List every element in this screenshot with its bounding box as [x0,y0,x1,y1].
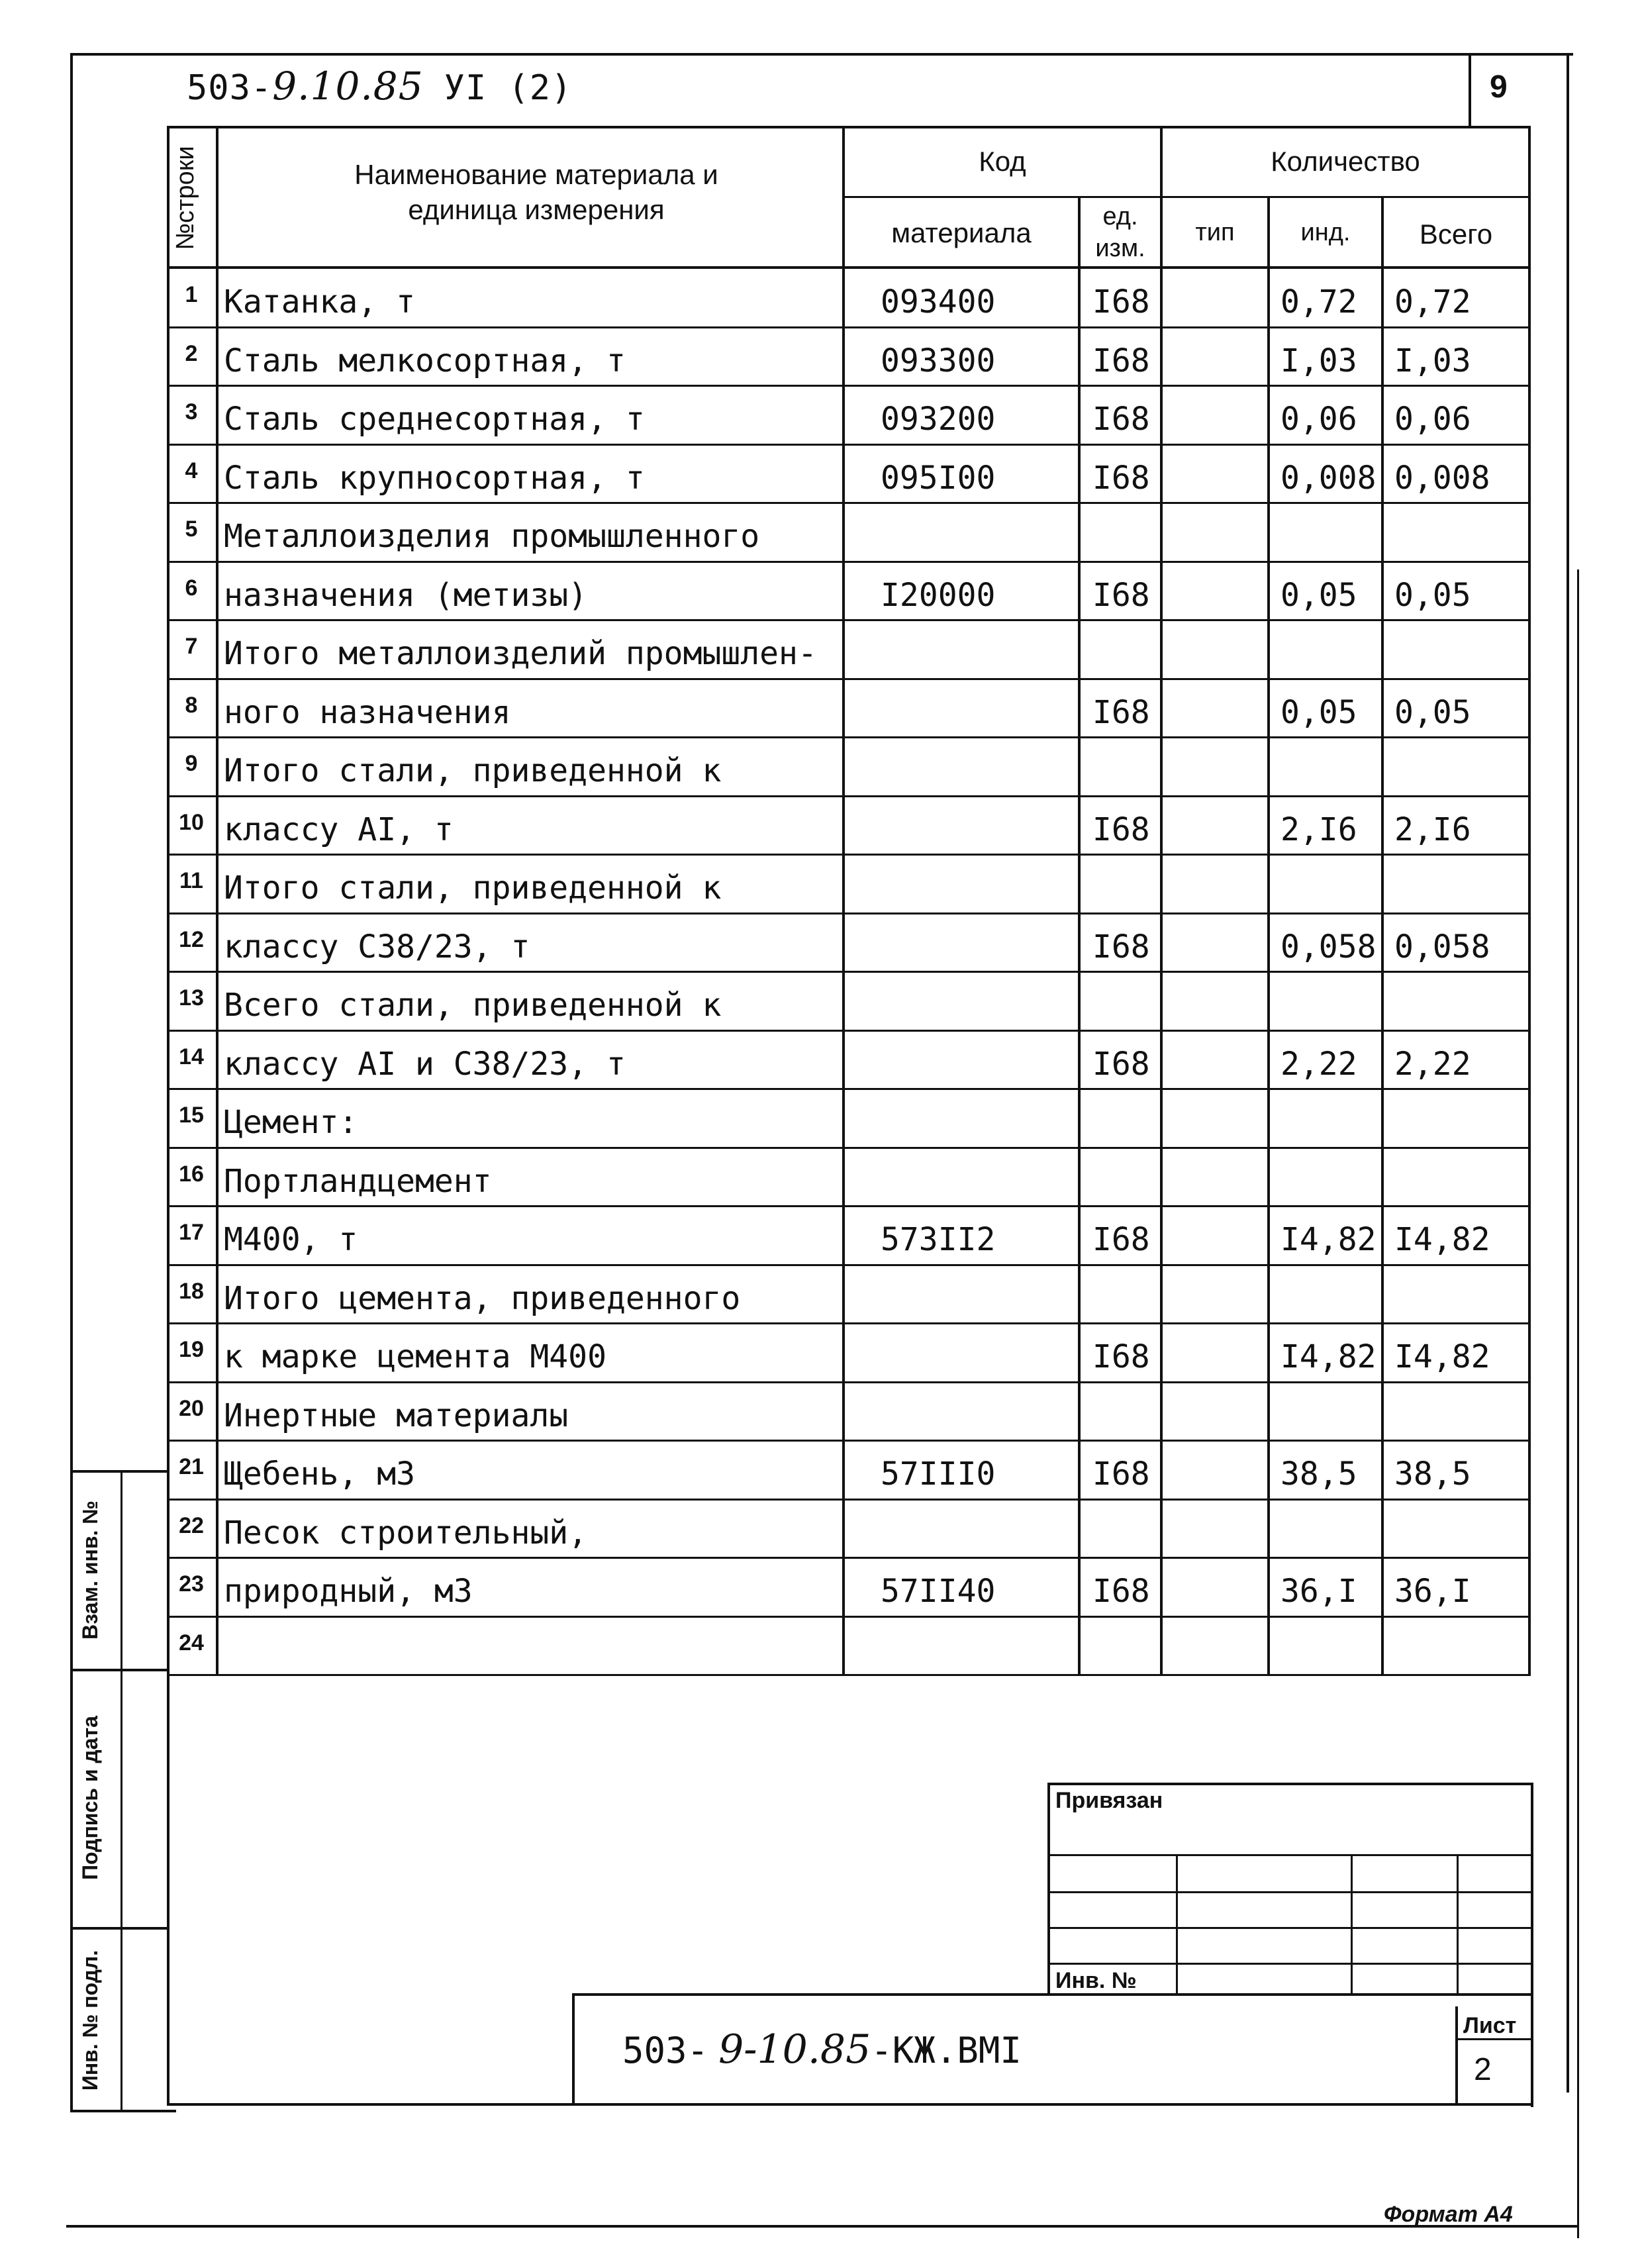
material-code: 095I00 [881,460,996,497]
row-number: 9 [185,751,198,776]
material-name: Цемент: [224,1104,358,1142]
qty-ind: I4,82 [1280,1221,1376,1259]
material-code: 573II2 [881,1221,996,1259]
material-code: 093300 [881,342,996,380]
material-name: Всего стали, приведенной к [224,987,722,1024]
col-line-unit [1160,126,1163,1675]
frame-right-line [1567,53,1569,2093]
col-line-name [842,126,845,1675]
document-code-handwritten: 9.10.85 [272,64,424,109]
material-name: классу АI и С38/23, т [224,1046,626,1083]
row-divider [167,444,1531,446]
qty-ind: 2,I6 [1280,811,1357,849]
qty-total: 2,22 [1394,1046,1471,1083]
row-number: 13 [179,985,204,1011]
qty-ind: 0,72 [1280,283,1357,321]
material-name: Итого металлоизделий промышлен- [224,635,817,673]
header-qty-type: тип [1195,219,1235,246]
row-divider [167,326,1531,328]
header-qty-total: Всего [1419,219,1493,250]
row-divider [167,1440,1531,1442]
row-number: 4 [185,458,198,483]
row-divider [167,385,1531,387]
material-name: природный, м3 [224,1573,473,1610]
stamp-inv-original: Инв. № подл. [78,1949,102,2091]
row-divider [167,1264,1531,1266]
qty-ind: 38,5 [1280,1455,1357,1493]
row-number: 5 [185,517,198,542]
page-number: 9 [1490,70,1508,105]
tb-right [1531,1783,1533,2107]
material-name: Итого стали, приведенной к [224,869,722,907]
header-bottom-line [167,266,1531,269]
row-number: 16 [179,1161,204,1187]
qty-ind: I4,82 [1280,1338,1376,1376]
row-number: 10 [179,810,204,835]
unit-code: I68 [1092,928,1150,966]
material-name: Инертные материалы [224,1397,569,1435]
row-number: 21 [179,1454,204,1479]
col-line-row [216,126,218,1675]
row-number: 12 [179,927,204,952]
qty-total: 36,I [1394,1573,1471,1610]
row-divider [167,795,1531,797]
material-name: Металлоизделия промышленного [224,518,760,556]
unit-code: I68 [1092,1455,1150,1493]
qty-total: 0,72 [1394,283,1471,321]
unit-code: I68 [1092,1046,1150,1083]
unit-code: I68 [1092,1338,1150,1376]
qty-total: I4,82 [1394,1221,1490,1259]
material-name: Итого стали, приведенной к [224,752,722,790]
stamp-outer-left [70,1470,73,2112]
material-name: Катанка, т [224,283,415,321]
row-number: 2 [185,341,198,366]
row-number: 8 [185,693,198,718]
row-number: 3 [185,399,198,424]
unit-code: I68 [1092,342,1150,380]
row-divider [167,1088,1531,1090]
stamp-inv-replaced: Взам. инв. № [78,1501,102,1640]
qty-ind: 0,05 [1280,694,1357,732]
col-line-code [1078,196,1081,1675]
material-code: 57III0 [881,1455,996,1493]
document-code [187,64,572,109]
unit-code: I68 [1092,811,1150,849]
row-number: 24 [179,1630,204,1655]
header-row-number: №строки [171,146,199,250]
row-divider [167,561,1531,563]
material-name: Сталь крупносортная, т [224,460,645,497]
row-number: 23 [179,1571,204,1597]
qty-total: I4,82 [1394,1338,1490,1376]
qty-ind: 2,22 [1280,1046,1357,1083]
header-material-name-text: Наименование материала и единица измерения [354,159,718,225]
qty-total: 0,008 [1394,460,1490,497]
qty-total: 0,05 [1394,577,1471,615]
unit-code: I68 [1092,1573,1150,1610]
stamp-sign-date: Подпись и дата [78,1716,102,1880]
header-qty-ind: инд. [1300,219,1351,246]
material-code: I20000 [881,577,996,615]
header-code-unit: ед. изм. [1095,203,1145,262]
tb-outer-bottom [167,2103,1531,2106]
bottom-document-code [622,2026,1022,2073]
sheet-label: Лист [1463,2013,1517,2038]
table-top-line [167,126,1531,128]
material-code: 093200 [881,401,996,438]
bottom-code-suffix: -КЖ.ВМI [871,2030,1022,2071]
material-name: Портландцемент [224,1163,492,1201]
tb-v2 [1351,1854,1353,1996]
row-number: 20 [179,1396,204,1421]
row-number: 7 [185,634,198,659]
document-code-prefix: 503- [187,68,273,108]
row-divider [167,1499,1531,1501]
stamp-bottom [70,2110,176,2112]
row-divider [167,854,1531,856]
format-label: Формат А4 [1384,2202,1513,2227]
col-line-ind [1381,196,1384,1675]
row-number: 15 [179,1103,204,1128]
row-divider [167,912,1531,914]
unit-code: I68 [1092,283,1150,321]
header-quantity: Количество [1271,146,1420,177]
material-name: к марке цемента М400 [224,1338,606,1376]
qty-ind: I,03 [1280,342,1357,380]
row-number: 6 [185,575,198,601]
material-name: классу С38/23, т [224,928,530,966]
row-number: 22 [179,1513,204,1538]
row-number: 14 [179,1044,204,1069]
material-name: Сталь мелкосортная, т [224,342,626,380]
row-divider [167,1205,1531,1207]
row-divider [167,1030,1531,1032]
stamp-top [70,1470,169,1473]
qty-total: 0,058 [1394,928,1490,966]
qty-total: 0,06 [1394,401,1471,438]
row-divider [167,678,1531,680]
row-divider [167,619,1531,621]
qty-total: 2,I6 [1394,811,1471,849]
material-name: ного назначения [224,694,511,732]
material-name: назначения (метизы) [224,577,588,615]
document-code-suffix: УI (2) [444,68,573,108]
row-divider [167,736,1531,738]
unit-code: I68 [1092,577,1150,615]
unit-code: I68 [1092,460,1150,497]
row-divider [167,502,1531,504]
frame-right-outer-line [1577,569,1579,2238]
row-number: 18 [179,1279,204,1304]
row-divider [167,971,1531,973]
row-divider [167,1322,1531,1324]
row-divider [167,1557,1531,1559]
header-code-material: материала [891,217,1032,248]
qty-total: 0,05 [1394,694,1471,732]
tb-v3 [1457,1854,1459,1996]
unit-code: I68 [1092,694,1150,732]
row-number: 1 [185,282,198,307]
row-divider [167,1381,1531,1383]
page-number-box-left [1469,53,1471,126]
material-name: Песок строительный, [224,1514,588,1552]
material-code: 093400 [881,283,996,321]
material-code: 57II40 [881,1573,996,1610]
linked-label: Привязан [1055,1788,1163,1813]
row-number: 17 [179,1220,204,1245]
qty-ind: 0,058 [1280,928,1376,966]
qty-total: 38,5 [1394,1455,1471,1493]
stamp-divider-2 [70,1927,169,1930]
qty-ind: 36,I [1280,1573,1357,1610]
stamp-divider-1 [70,1669,169,1671]
row-number: 19 [179,1337,204,1362]
header-mid-line [842,196,1531,198]
unit-code: I68 [1092,1221,1150,1259]
main-stamp-left [572,1993,575,2106]
material-name: М400, т [224,1221,358,1259]
qty-ind: 0,05 [1280,577,1357,615]
tb-top [1047,1783,1531,1785]
bottom-code-prefix: 503- [622,2030,709,2071]
header-code: Код [979,146,1026,177]
material-name: Итого цемента, приведенного [224,1280,741,1318]
row-divider [167,1674,1531,1676]
material-name: Щебень, м3 [224,1455,415,1493]
row-divider [167,1616,1531,1618]
qty-ind: 0,06 [1280,401,1357,438]
table-right-line [1528,126,1531,1675]
bottom-code-handwritten: 9-10.85 [718,2026,871,2073]
unit-code: I68 [1092,401,1150,438]
row-number: 11 [179,868,203,893]
sheet-number: 2 [1474,2052,1492,2087]
tb-v1 [1176,1854,1178,1996]
main-stamp-top [572,1993,1531,1996]
material-name: Сталь среднесортная, т [224,401,645,438]
frame-top-line [70,53,1573,56]
qty-total: I,03 [1394,342,1471,380]
header-material-name [252,158,821,227]
col-line-type [1267,196,1270,1675]
stamp-inner-line [121,1470,122,2112]
format-underline [66,2225,1579,2228]
sheet-box-left [1455,2006,1458,2106]
inv-no-label: Инв. № [1055,1968,1137,1993]
qty-ind: 0,008 [1280,460,1376,497]
material-name: классу АI, т [224,811,454,849]
frame-left-line [70,53,73,1470]
row-divider [167,1147,1531,1149]
